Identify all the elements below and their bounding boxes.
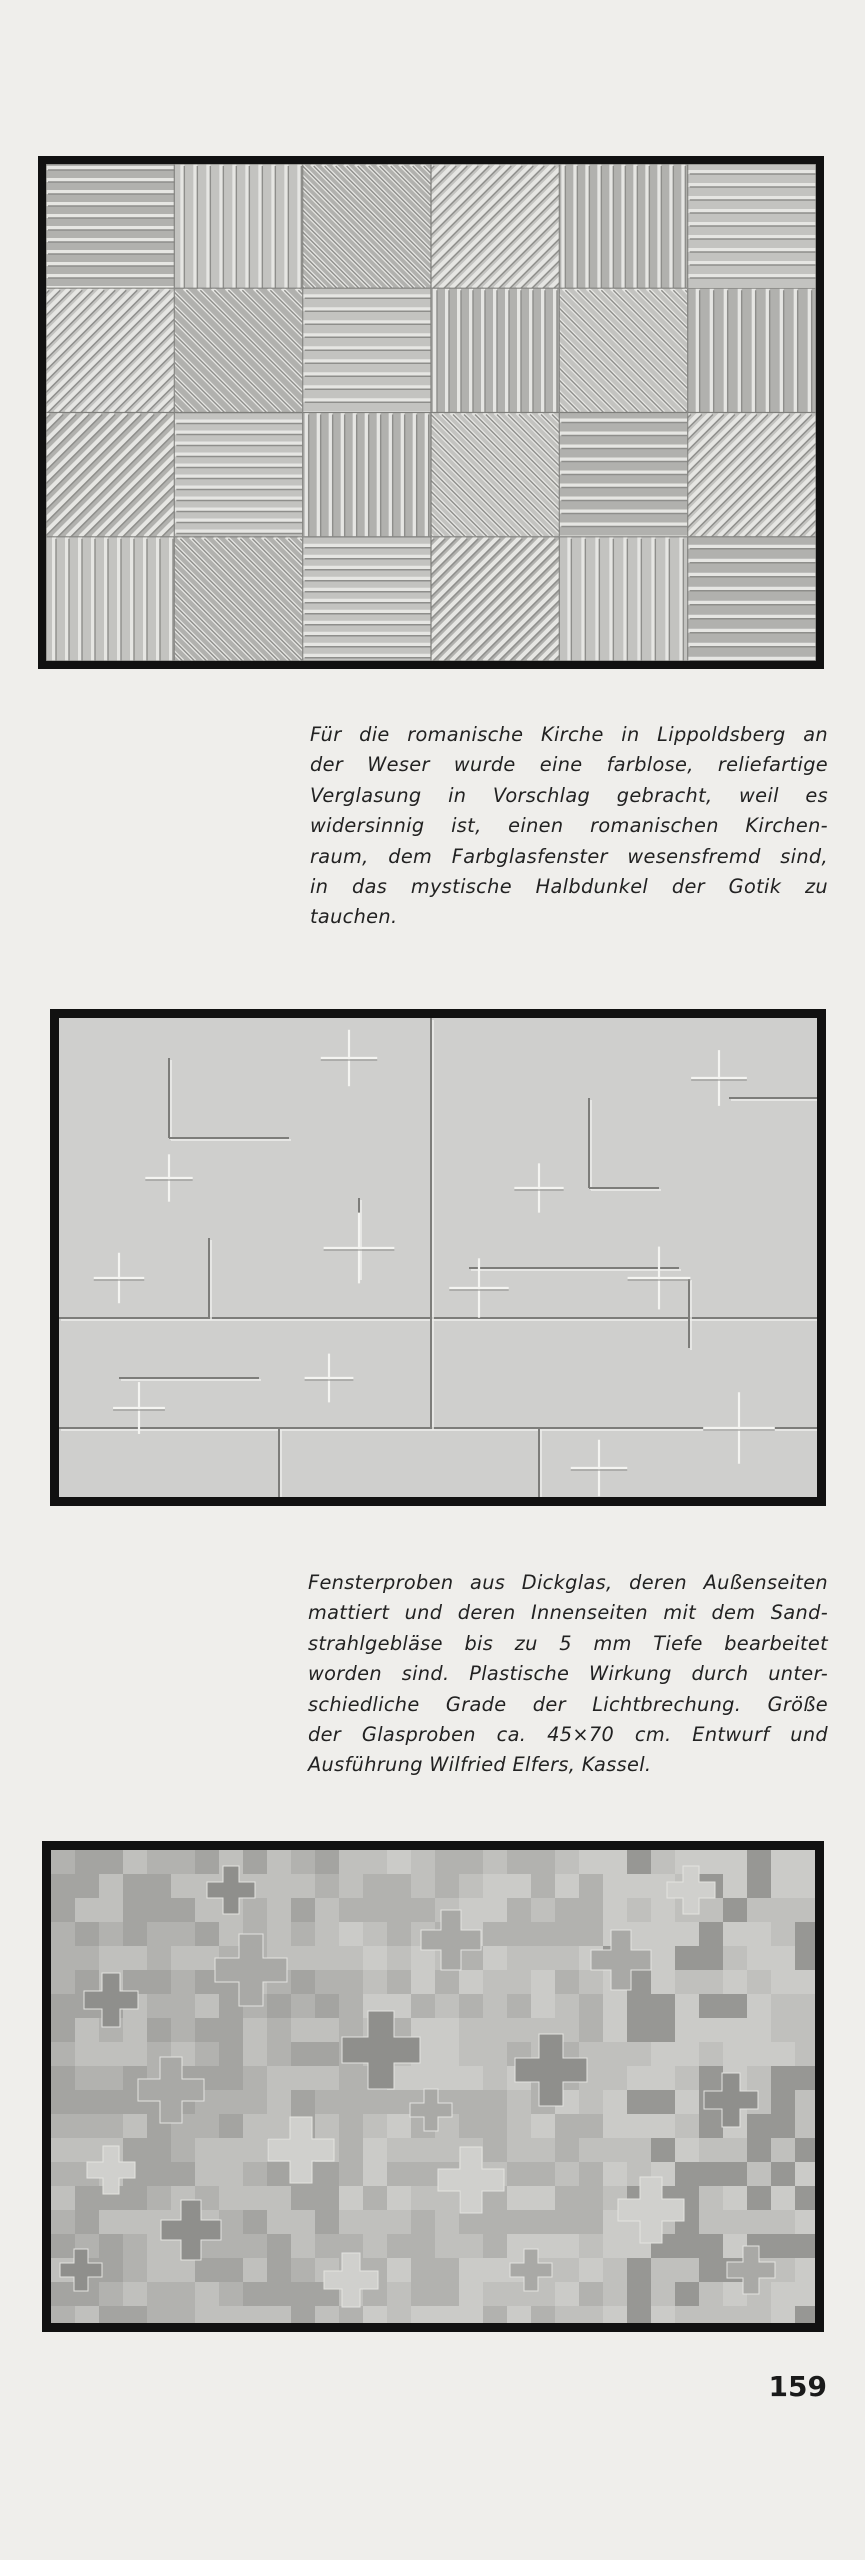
caption-line: Verglasung in Vorschlag gebracht, weil es <box>310 783 828 807</box>
caption-line: Für die romanische Kirche in Lippoldsberg an <box>310 723 828 746</box>
caption-line: tauchen. <box>310 905 398 929</box>
caption-lippoldsberg <box>310 720 828 933</box>
caption-line: worden sind. Plastische Wirkung durch unter- <box>308 1662 828 1686</box>
caption-line: strahlgebläse bis zu 5 mm Tiefe bearbeitet <box>308 1631 828 1655</box>
caption-line: der Glasproben ca. 45×70 cm. Entwurf und <box>308 1723 828 1747</box>
page-number: 159 <box>768 2370 827 2403</box>
photo-relief-glass-cross-tiles <box>42 1841 824 2332</box>
photo-relief-glass-stripes-image <box>46 164 816 661</box>
caption-line: der Weser wurde eine farblose, reliefartige <box>310 753 828 777</box>
caption-line: in das mystische Halbdunkel der Gotik zu <box>310 875 828 899</box>
caption-line: schiedliche Grade der Lichtbrechung. Größe <box>308 1692 828 1716</box>
caption-fensterproben <box>308 1568 828 1781</box>
photo-relief-glass-stripes <box>38 156 824 669</box>
photo-relief-glass-crosses <box>50 1009 826 1506</box>
photo-relief-glass-cross-tiles-image <box>51 1850 815 2323</box>
caption-line: widersinnig ist, einen romanischen Kirchen- <box>310 814 828 838</box>
caption-line: raum, dem Farbglasfenster wesensfremd sind, <box>310 844 828 868</box>
caption-line: Ausführung Wilfried Elfers, Kassel. <box>308 1753 652 1777</box>
photo-relief-glass-crosses-image <box>59 1018 817 1497</box>
caption-line: mattiert und deren Innenseiten mit dem Sand- <box>308 1601 828 1625</box>
caption-line: Fensterproben aus Dickglas, deren Außenseiten <box>308 1571 828 1594</box>
